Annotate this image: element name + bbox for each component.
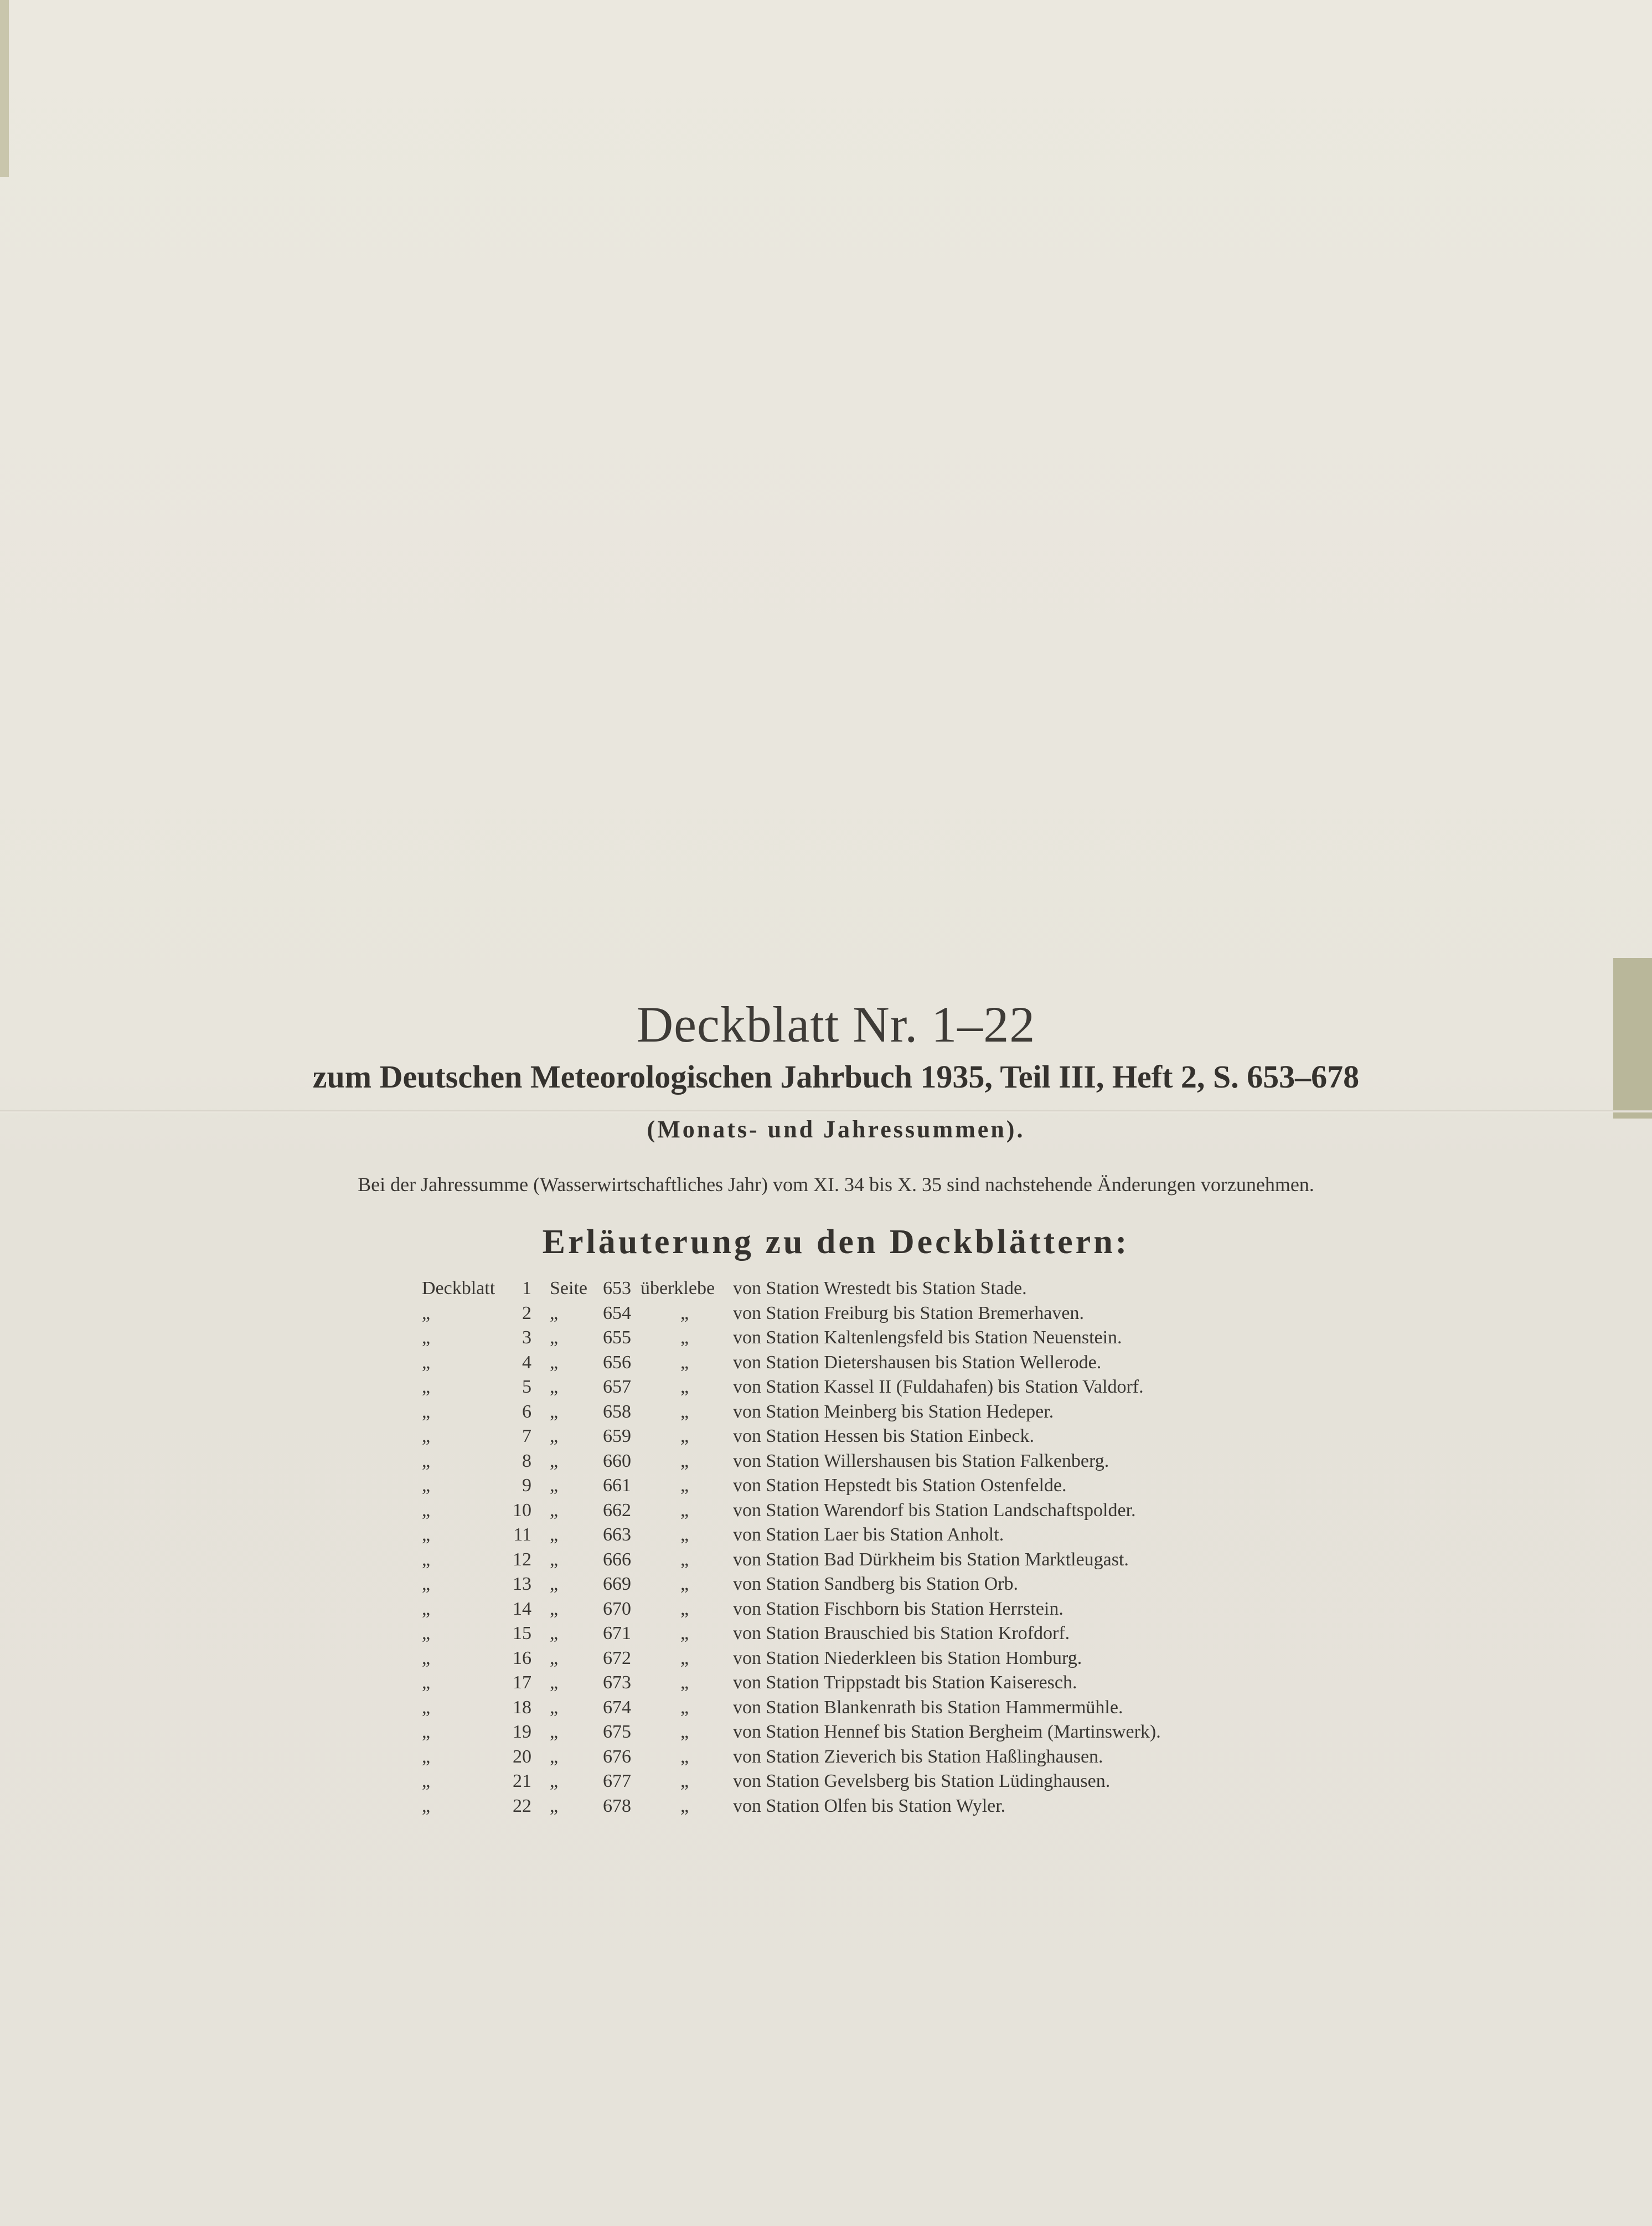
row-ueberklebe: „ <box>680 1524 689 1545</box>
table-row <box>0 1621 1652 1646</box>
row-seite: „ <box>550 1401 559 1422</box>
row-number: 18 <box>513 1697 531 1718</box>
row-label: „ <box>422 1352 431 1373</box>
table-row <box>0 1523 1652 1548</box>
row-station-range: von Station Wrestedt bis Station Stade. <box>733 1278 1027 1298</box>
table-row <box>0 1400 1652 1425</box>
row-ueberklebe: „ <box>680 1500 689 1521</box>
row-number: 17 <box>513 1672 531 1693</box>
table-row <box>0 1597 1652 1622</box>
row-label: „ <box>422 1771 431 1791</box>
row-label: „ <box>422 1524 431 1545</box>
row-number: 14 <box>513 1598 531 1619</box>
row-ueberklebe: „ <box>680 1771 689 1791</box>
row-seite: „ <box>550 1795 559 1816</box>
row-page: 657 <box>603 1377 631 1397</box>
table-row <box>0 1473 1652 1498</box>
row-seite: „ <box>550 1524 559 1545</box>
row-label: „ <box>422 1500 431 1521</box>
row-seite: „ <box>550 1746 559 1767</box>
row-page: 653 <box>603 1278 631 1298</box>
row-label: „ <box>422 1746 431 1767</box>
row-station-range: von Station Willershausen bis Station Falkenberg. <box>733 1450 1109 1471</box>
row-page: 666 <box>603 1549 631 1570</box>
table-row <box>0 1301 1652 1326</box>
row-label: „ <box>422 1697 431 1718</box>
row-station-range: von Station Bad Dürkheim bis Station Marktleugast. <box>733 1549 1129 1570</box>
row-page: 670 <box>603 1598 631 1619</box>
row-station-range: von Station Kassel II (Fuldahafen) bis Station Valdorf. <box>733 1377 1144 1397</box>
row-ueberklebe: „ <box>680 1672 689 1693</box>
row-page: 676 <box>603 1746 631 1767</box>
row-seite: „ <box>550 1647 559 1668</box>
page-title: Deckblatt Nr. 1–22 <box>636 996 1036 1053</box>
row-number: 11 <box>513 1524 531 1545</box>
row-page: 658 <box>603 1401 631 1422</box>
table-row <box>0 1720 1652 1745</box>
table-row <box>0 1351 1652 1375</box>
row-number: 9 <box>522 1475 531 1496</box>
row-station-range: von Station Gevelsberg bis Station Lüdinghausen. <box>733 1771 1111 1791</box>
paper-fold-line <box>0 1110 1652 1112</box>
table-row <box>0 1696 1652 1720</box>
row-seite: „ <box>550 1475 559 1496</box>
row-ueberklebe: „ <box>680 1352 689 1373</box>
row-label: „ <box>422 1327 431 1348</box>
table-row <box>0 1424 1652 1449</box>
row-seite: „ <box>550 1500 559 1521</box>
row-page: 663 <box>603 1524 631 1545</box>
row-number: 6 <box>522 1401 531 1422</box>
row-page: 655 <box>603 1327 631 1348</box>
row-label: „ <box>422 1647 431 1668</box>
row-ueberklebe: „ <box>680 1795 689 1816</box>
row-station-range: von Station Trippstadt bis Station Kaiseresch. <box>733 1672 1077 1693</box>
left-edge-backing <box>0 0 9 177</box>
table-row <box>0 1572 1652 1597</box>
row-ueberklebe: „ <box>680 1475 689 1496</box>
row-seite: „ <box>550 1426 559 1446</box>
row-page: 672 <box>603 1647 631 1668</box>
row-ueberklebe: „ <box>680 1302 689 1323</box>
row-station-range: von Station Niederkleen bis Station Homburg. <box>733 1647 1082 1668</box>
row-station-range: von Station Hessen bis Station Einbeck. <box>733 1426 1034 1446</box>
row-number: 20 <box>513 1746 531 1767</box>
row-number: 13 <box>513 1574 531 1594</box>
row-number: 22 <box>513 1795 531 1816</box>
row-number: 7 <box>522 1426 531 1446</box>
row-ueberklebe: überklebe <box>641 1278 715 1298</box>
row-ueberklebe: „ <box>680 1426 689 1446</box>
row-ueberklebe: „ <box>680 1623 689 1643</box>
row-number: 15 <box>513 1623 531 1643</box>
row-page: 654 <box>603 1302 631 1323</box>
row-number: 8 <box>522 1450 531 1471</box>
row-number: 10 <box>513 1500 531 1521</box>
row-seite: Seite <box>550 1278 587 1298</box>
row-station-range: von Station Laer bis Station Anholt. <box>733 1524 1004 1545</box>
page-subtitle: zum Deutschen Meteorologischen Jahrbuch 1935, Teil III, Heft 2, S. 653–678 <box>312 1059 1360 1095</box>
row-seite: „ <box>550 1771 559 1791</box>
table-row <box>0 1646 1652 1671</box>
row-station-range: von Station Fischborn bis Station Herrstein. <box>733 1598 1064 1619</box>
row-seite: „ <box>550 1623 559 1643</box>
row-page: 656 <box>603 1352 631 1373</box>
row-ueberklebe: „ <box>680 1746 689 1767</box>
table-row <box>0 1326 1652 1351</box>
row-seite: „ <box>550 1352 559 1373</box>
table-row <box>0 1794 1652 1819</box>
row-page: 677 <box>603 1771 631 1791</box>
row-label: „ <box>422 1426 431 1446</box>
row-label: „ <box>422 1450 431 1471</box>
row-number: 4 <box>522 1352 531 1373</box>
row-page: 662 <box>603 1500 631 1521</box>
table-row <box>0 1498 1652 1523</box>
table-row <box>0 1548 1652 1573</box>
page-subsubtitle: (Monats- und Jahressummen). <box>647 1116 1025 1143</box>
row-station-range: von Station Freiburg bis Station Bremerhaven. <box>733 1302 1084 1323</box>
row-page: 678 <box>603 1795 631 1816</box>
row-station-range: von Station Sandberg bis Station Orb. <box>733 1574 1019 1594</box>
table-row <box>0 1671 1652 1696</box>
row-page: 660 <box>603 1450 631 1471</box>
row-station-range: von Station Hennef bis Station Bergheim (Martinswerk). <box>733 1722 1161 1742</box>
row-page: 669 <box>603 1574 631 1594</box>
row-seite: „ <box>550 1598 559 1619</box>
row-label: Deckblatt <box>422 1278 495 1298</box>
row-station-range: von Station Olfen bis Station Wyler. <box>733 1795 1006 1816</box>
row-seite: „ <box>550 1722 559 1742</box>
row-station-range: von Station Dietershausen bis Station Wellerode. <box>733 1352 1102 1373</box>
row-page: 671 <box>603 1623 631 1643</box>
row-page: 659 <box>603 1426 631 1446</box>
row-seite: „ <box>550 1697 559 1718</box>
row-seite: „ <box>550 1549 559 1570</box>
row-ueberklebe: „ <box>680 1647 689 1668</box>
row-seite: „ <box>550 1450 559 1471</box>
table-row <box>0 1276 1652 1301</box>
row-label: „ <box>422 1475 431 1496</box>
row-number: 3 <box>522 1327 531 1348</box>
row-label: „ <box>422 1401 431 1422</box>
row-station-range: von Station Zieverich bis Station Haßlinghausen. <box>733 1746 1103 1767</box>
row-label: „ <box>422 1623 431 1643</box>
row-ueberklebe: „ <box>680 1598 689 1619</box>
row-number: 21 <box>513 1771 531 1791</box>
row-label: „ <box>422 1549 431 1570</box>
row-ueberklebe: „ <box>680 1327 689 1348</box>
row-number: 1 <box>522 1278 531 1298</box>
row-station-range: von Station Kaltenlengsfeld bis Station Neuenstein. <box>733 1327 1122 1348</box>
row-label: „ <box>422 1598 431 1619</box>
row-seite: „ <box>550 1327 559 1348</box>
row-number: 2 <box>522 1302 531 1323</box>
row-label: „ <box>422 1672 431 1693</box>
row-label: „ <box>422 1574 431 1594</box>
instruction-note: Bei der Jahressumme (Wasserwirtschaftliches Jahr) vom XI. 34 bis X. 35 sind nachstehende Änderungen vorzunehmen. <box>358 1173 1314 1196</box>
row-seite: „ <box>550 1574 559 1594</box>
row-page: 674 <box>603 1697 631 1718</box>
row-number: 12 <box>513 1549 531 1570</box>
row-number: 16 <box>513 1647 531 1668</box>
row-ueberklebe: „ <box>680 1549 689 1570</box>
row-label: „ <box>422 1377 431 1397</box>
row-station-range: von Station Blankenrath bis Station Hammermühle. <box>733 1697 1123 1718</box>
row-ueberklebe: „ <box>680 1377 689 1397</box>
row-seite: „ <box>550 1302 559 1323</box>
row-label: „ <box>422 1722 431 1742</box>
row-ueberklebe: „ <box>680 1450 689 1471</box>
row-label: „ <box>422 1302 431 1323</box>
row-number: 5 <box>522 1377 531 1397</box>
row-station-range: von Station Meinberg bis Station Hedeper. <box>733 1401 1054 1422</box>
row-station-range: von Station Warendorf bis Station Landschaftspolder. <box>733 1500 1136 1521</box>
row-seite: „ <box>550 1377 559 1397</box>
row-page: 661 <box>603 1475 631 1496</box>
section-heading: Erläuterung zu den Deckblättern: <box>542 1223 1130 1261</box>
row-number: 19 <box>513 1722 531 1742</box>
row-ueberklebe: „ <box>680 1401 689 1422</box>
table-row <box>0 1745 1652 1770</box>
row-ueberklebe: „ <box>680 1722 689 1742</box>
row-page: 675 <box>603 1722 631 1742</box>
row-page: 673 <box>603 1672 631 1693</box>
row-ueberklebe: „ <box>680 1697 689 1718</box>
row-label: „ <box>422 1795 431 1816</box>
row-seite: „ <box>550 1672 559 1693</box>
row-station-range: von Station Brauschied bis Station Krofdorf. <box>733 1623 1070 1643</box>
table-row <box>0 1375 1652 1400</box>
table-row <box>0 1449 1652 1474</box>
row-station-range: von Station Hepstedt bis Station Ostenfelde. <box>733 1475 1067 1496</box>
table-row <box>0 1769 1652 1794</box>
row-ueberklebe: „ <box>680 1574 689 1594</box>
